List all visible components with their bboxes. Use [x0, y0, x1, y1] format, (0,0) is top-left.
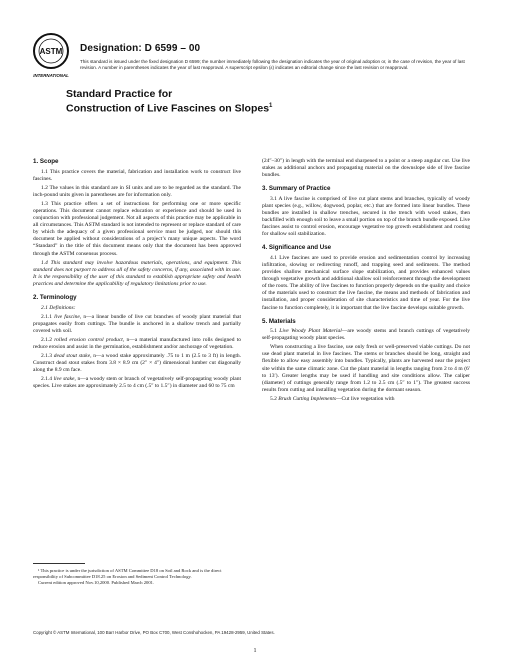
- def-number: 2.1.3: [41, 353, 52, 360]
- definition-2-1-2: [33, 337, 241, 351]
- para-text: —are woody stems and branch cuttings of vegetatively self-propagating woody plant species.: [262, 328, 471, 342]
- svg-text:INTERNATIONAL: INTERNATIONAL: [33, 73, 69, 78]
- left-column: [33, 158, 241, 393]
- section-heading-significance: 4. Significance and Use: [262, 244, 332, 252]
- header-note: This standard is issued under the fixed designation D 6599; the number immediately following the designation indicates the year of original adoption or, in the case of revision, the year of last revision. A number in parentheses indicates the year of last reapproval. A superscript epsilon (ε) indicates an editorial change since the last revision or reapproval.: [80, 59, 465, 70]
- right-column: [262, 158, 470, 405]
- title-block: [66, 88, 466, 115]
- page-number: 1: [253, 648, 257, 654]
- footnote-1: ¹ This practice is under the jurisdiction of ASTM Committee D18 on Soil and Rock and is the direct responsibility of Subcommittee D18.25 on Erosion and Sediment Control Technology.: [33, 568, 222, 579]
- def-number: 2.1.4: [41, 376, 52, 383]
- para-term: Live Woody Plant Material: [279, 328, 342, 335]
- title-line-2: [66, 100, 466, 115]
- paragraph-continued: (24″–30″) in length with the terminal end sharpened to a point or a steep angular cut. Use live stakes as additional anchors and propagating material on the downslope side of live fascine bundles.: [262, 158, 470, 179]
- title-main: Construction of Live Fascines on Slopes: [66, 102, 270, 115]
- paragraph-2-1: 2.1 Definitions:: [41, 304, 76, 311]
- definition-2-1-4: [33, 376, 241, 390]
- astm-logo: [30, 32, 72, 80]
- paragraph-4-1: 4.1 Live fascines are used to provide erosion and sedimentation control by increasing infiltration, slowing or redirecting runoff, and trapping seed and sediments. The method provides shallow mechanical surface slope stabilization, and provides enhanced values through vegetative growth and additional shallow soil reinforcement through the development of the roots. The ability of live fascines to function properly depends on the quality and choice of the materials used to construct the live fascine, the means and methods of fabrication and installation, and proper consideration of site characteristics and time of year. For the live fascine to function completely, it is important that the live fascine develops suitable growth.: [262, 254, 470, 311]
- paragraph-3-1: 3.1 A live fascine is comprised of live cut plant stems and branches, typically of woody plant species (e.g., willow, dogwood, poplar, etc.) that are formed into linear bundles. These bundles are installed in shallow trenches, secured in the trench with wood stakes, then backfilled with enough soil to leave a small portion on top of the branch bundle exposed. Live fascines assist to control erosion, encourage vegetative top growth establishment and rooting for shallow soil stabilization.: [262, 195, 470, 238]
- paragraph-1-2: 1.2 The values in this standard are in SI units and are to be regarded as the standard. The inch-pound units given in parentheses are for information only.: [33, 184, 241, 198]
- def-text: n—a woody stem or branch of vegetatively self-propagating woody plant species. Live stakes are approximately 2.5 to 4 cm (.5″ to 1.5″) in diameter and 60 to 75 cm: [33, 376, 241, 390]
- copyright-line: Copyright © ASTM International, 100 Barr Harbor Drive, PO Box C700, West Conshohocken, PA 19428-2959, United States.: [33, 630, 275, 635]
- def-text: n—a wood stake approximately .75 to 1 m (2.5 to 3 ft) in length. Construct dead stout stakes from 3.8 × 8.9 cm (2″ × 4″) dimensional lumber cut diagonally along the 8.9 cm face.: [33, 353, 242, 374]
- def-term: dead stout stake,: [53, 353, 92, 360]
- footnotes: [33, 568, 241, 587]
- def-number: 2.1.1: [41, 313, 52, 320]
- def-term: live fascine,: [54, 313, 82, 320]
- paragraph-1-4: 1.4 This standard may involve hazardous materials, operations, and equipment. This standard does not purport to address all of the safety concerns, if any, associated with its use. It is the responsibility of the user of this standard to establish appropriate safety and health practices and determine the applicability of regulatory limitations prior to use.: [33, 259, 241, 287]
- para-term: Brush Cutting Implements: [278, 395, 336, 402]
- designation: Designation: D 6599 – 00: [80, 43, 201, 54]
- def-number: 2.1.2: [41, 336, 52, 343]
- paragraph-1-3: 1.3 This practice offers a set of instructions for performing one or more specific operations. This document cannot replace education or experience and should be used in conjunction with professional judgement. Not all aspects of this practice may be applicable in all circumstances. This ASTM standard is not intended to represent or replace standard of care by which the adequacy of a given professional service must be judged, nor should this document be applied without considerations of a project’s many unique aspects. The word “Standard” in the title of this document means only that the document has been approved through the ASTM consensus process.: [33, 200, 241, 257]
- paragraph-5-1: [262, 328, 470, 342]
- section-heading-summary: 3. Summary of Practice: [262, 185, 331, 193]
- section-heading-terminology: 2. Terminology: [33, 294, 77, 301]
- paragraph-1-1: 1.1 This practice covers the material, fabrication and installation work to construct live fascines.: [33, 168, 241, 182]
- def-term: live stake,: [53, 376, 76, 383]
- definition-2-1-1: [33, 314, 241, 335]
- section-heading-scope: 1. Scope: [33, 158, 59, 165]
- definition-2-1-3: [33, 353, 241, 374]
- title-line-1: Standard Practice for: [66, 88, 173, 100]
- footnote-2: Current edition approved Nov.10,2000. Published March 2001.: [38, 580, 155, 586]
- def-text: n—a linear bundle of live cut branches of woody plant material that propagates easily from cuttings. The bundle is anchored in a shallow trench and partially covered with soil.: [33, 313, 242, 334]
- title-footnote-ref: 1: [269, 103, 273, 109]
- section-heading-materials: 5. Materials: [262, 317, 296, 325]
- def-term: rolled erosion control product,: [54, 336, 125, 343]
- para-number: 5.2: [270, 395, 277, 402]
- paragraph-5-1-b: When constructing a live fascine, use only fresh or well-preserved viable cuttings. Do not use dead plant material in live fascines. The stems or branches should be long, straight and flexible to allow easy assembly into bundles. Typically, plants are harvested near the project site within the same climatic zone. Cut the plant material in lengths ranging from 2 to 4 m (6′ to 13′). Greater lengths may be used if handling and site conditions allow. The caliper (diameter) of cuttings generally range from 1.2 to 2.5 cm (.5″ to 1″). The greatest success results from cutting and installing vegetation during the dormant season.: [262, 344, 470, 393]
- def-text: n—a material manufactured into rolls designed to reduce erosion and assist in the germination, establishment and/or anchorage of vegetation.: [33, 336, 242, 350]
- para-number: 5.1: [270, 328, 277, 335]
- footnote-divider: [33, 563, 85, 564]
- svg-text:ASTM: ASTM: [39, 47, 63, 56]
- para-text: —Cut live vegetation with: [336, 395, 395, 402]
- paragraph-5-2: [262, 396, 470, 403]
